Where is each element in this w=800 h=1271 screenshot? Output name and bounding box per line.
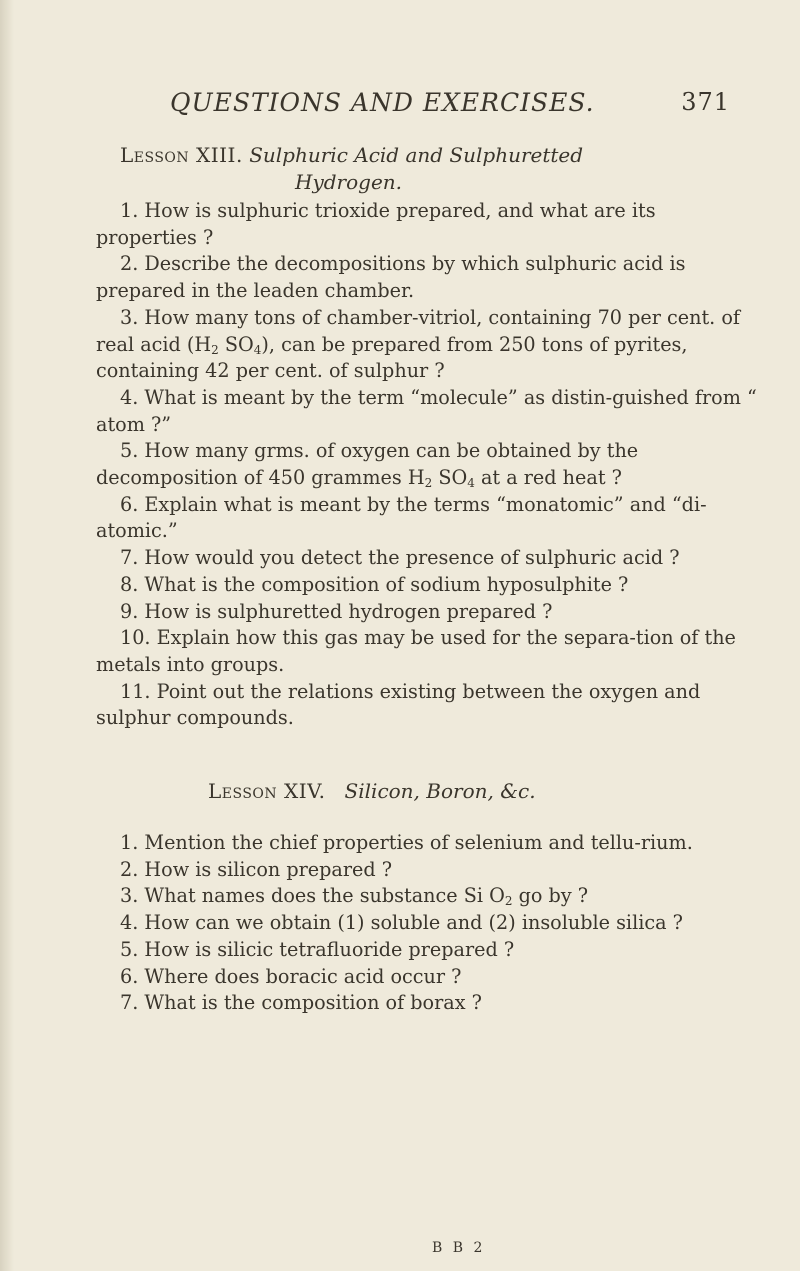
page-number: 371 [681, 88, 730, 116]
lesson-13-questions [96, 198, 758, 732]
list-item: 10. Explain how this gas may be used for the separa-tion of the metals into groups. [96, 626, 736, 676]
signature-mark: B B 2 [432, 1240, 486, 1256]
list-item: 11. Point out the relations existing between the oxygen and sulphur compounds. [96, 679, 701, 730]
lesson-14-label: Lesson XIV. [208, 779, 326, 803]
lesson-13-title: Sulphuric Acid and Sulphuretted [249, 143, 584, 167]
page-edge-shadow [0, 0, 14, 1271]
list-item: 3. What names does the substance Si $O_2$ go by ? [120, 884, 589, 909]
lesson-13-label: Lesson XIII. [120, 143, 243, 167]
list-item: 6. Explain what is meant by the terms “monatomic” and “di-atomic.” [96, 492, 707, 543]
list-item: 2. Describe the decompositions by which sulphuric acid is prepared in the leaden chamber. [96, 252, 686, 303]
list-item: 5. How many grms. of oxygen can be obtained by the decomposition of 450 grammes $H_2$ $SO_4$ at a red heat ? [96, 439, 639, 491]
list-item: 4. What is meant by the term “molecule” as distin-guished from “ atom ?” [96, 385, 757, 436]
lesson-14-questions [96, 830, 758, 1017]
lesson-13-heading [120, 142, 760, 196]
list-item: 4. How can we obtain (1) soluble and (2) insoluble silica ? [120, 911, 683, 935]
running-header [170, 88, 730, 117]
list-item: 6. Where does boracic acid occur ? [120, 964, 462, 988]
running-title: QUESTIONS AND EXERCISES. [170, 88, 595, 117]
list-item: 7. How would you detect the presence of sulphuric acid ? [120, 546, 680, 570]
list-item: 5. How is silicic tetrafluoride prepared ? [120, 937, 515, 961]
list-item: 8. What is the composition of sodium hyposulphite ? [120, 572, 629, 596]
list-item: 3. How many tons of chamber-vitriol, containing 70 per cent. of real acid ($H_2$ $SO_4$), can be prepared from 250 tons of pyrites, containing 42 per cent. of sulphur ? [96, 305, 741, 383]
list-item: 7. What is the composition of borax ? [120, 991, 482, 1015]
list-item: 1. Mention the chief properties of selenium and tellu-rium. [120, 831, 693, 854]
lesson-14-title: Silicon, Boron, &c. [344, 779, 536, 803]
list-item: 9. How is sulphuretted hydrogen prepared ? [120, 599, 553, 623]
lesson-13-title-line2: Hydrogen. [295, 170, 403, 194]
list-item: 1. How is sulphuric trioxide prepared, and what are its properties ? [96, 199, 656, 249]
list-item: 2. How is silicon prepared ? [120, 857, 393, 881]
lesson-14-heading [208, 778, 800, 805]
